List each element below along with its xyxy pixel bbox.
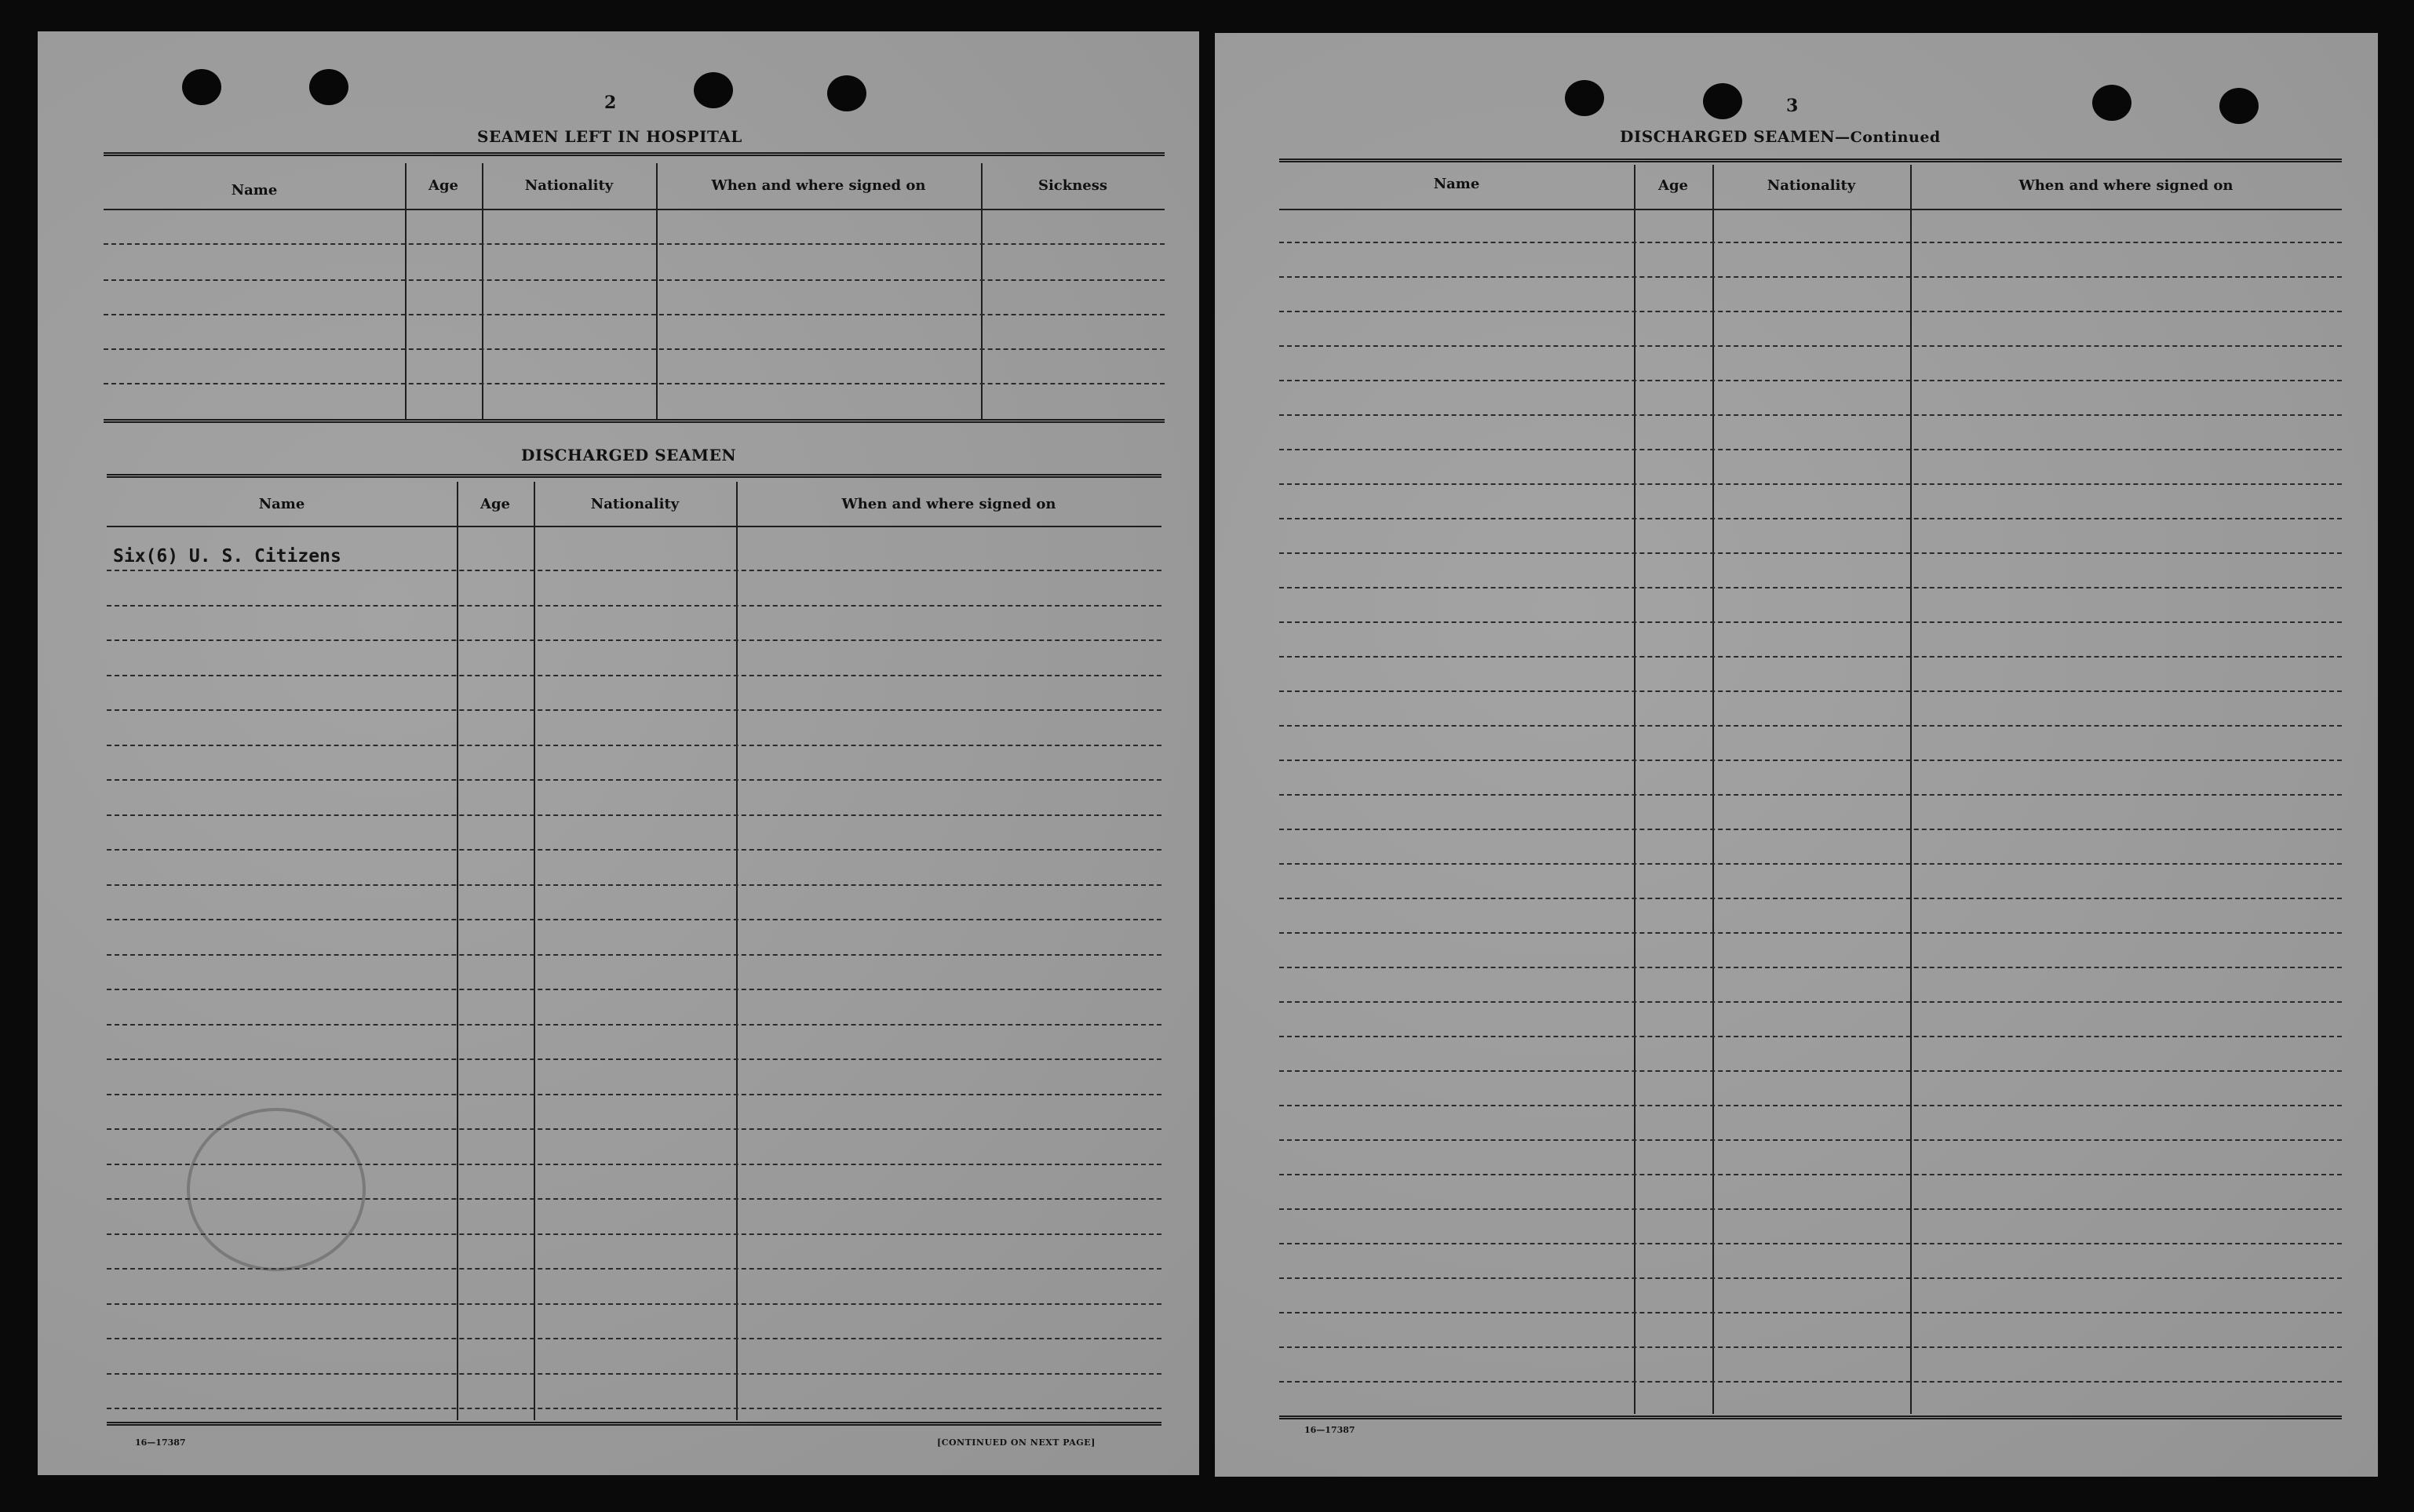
entry-line [104,314,1165,315]
entry-line [104,383,1165,384]
entry-line [107,639,1161,641]
entry-line [107,1094,1161,1095]
entry-line [1279,725,2342,727]
column-divider [1712,165,1714,1414]
entry-line [1279,242,2342,243]
entry-line [1279,656,2342,658]
entry-line [107,814,1161,816]
entry-line [104,243,1165,245]
header-bottom-rule [104,209,1165,210]
entry-line [1279,794,2342,796]
punch-hole [182,69,221,105]
entry-line [1279,1036,2342,1037]
entry-line [107,919,1161,920]
form-number: 16—17387 [135,1437,186,1448]
column-header-name: Name [258,496,305,512]
entry-line [107,675,1161,676]
entry-line [1279,380,2342,381]
punch-hole [1565,80,1604,116]
table-bottom-rule [1279,1415,2342,1419]
entry-line [107,1408,1161,1409]
discharged-title-text: DISCHARGED SEAMEN [1620,127,1836,146]
entry-line [107,1338,1161,1339]
column-header-signed-on: When and where signed on [2018,177,2233,194]
entry-line [107,884,1161,886]
entry-line [1279,1070,2342,1072]
discharged-continued-title [1620,127,1941,146]
entry-line [1279,829,2342,830]
form-number: 16—17387 [1304,1425,1355,1435]
column-divider [405,163,407,419]
entry-line [107,779,1161,781]
entry-line [107,709,1161,711]
continued-suffix: —Continued [1835,129,1941,146]
entry-line [1279,552,2342,554]
entry-line [107,570,1161,571]
entry-line [1279,414,2342,416]
entry-line [1279,1001,2342,1003]
header-bottom-rule [107,526,1161,527]
column-header-age: Age [1657,177,1688,194]
entry-line [1279,1174,2342,1175]
column-divider [534,482,535,1420]
column-header-signed-on: When and where signed on [711,177,926,194]
entry-line [107,1024,1161,1026]
entry-line [1279,1381,2342,1383]
header-bottom-rule [1279,209,2342,210]
entry-line [1279,587,2342,588]
entry-line [1279,690,2342,692]
entry-line [104,279,1165,281]
entry-line [107,1303,1161,1305]
table-top-rule [1279,158,2342,162]
punch-hole [1703,83,1742,119]
entry-line [1279,276,2342,278]
punch-hole [2092,85,2131,121]
table-bottom-rule [104,419,1165,423]
entry-line [107,1058,1161,1060]
discharged-entry: Six(6) U. S. Citizens [113,546,341,567]
entry-line [1279,932,2342,934]
entry-line [1279,967,2342,968]
column-header-name: Name [231,182,278,199]
entry-line [104,348,1165,350]
column-divider [1910,165,1912,1414]
entry-line [1279,1346,2342,1348]
punch-hole [694,72,733,108]
column-divider [1634,165,1635,1414]
punch-hole [827,75,866,111]
column-header-sickness: Sickness [1037,177,1108,194]
entry-line [1279,621,2342,623]
punch-hole [2219,88,2259,124]
entry-line [1279,1208,2342,1210]
entry-line [1279,1105,2342,1106]
entry-line [1279,1243,2342,1244]
table-top-rule [107,474,1161,478]
column-header-name: Name [1433,176,1480,192]
punch-hole [309,69,348,105]
entry-line [107,954,1161,956]
entry-line [1279,311,2342,312]
hospital-section-title: SEAMEN LEFT IN HOSPITAL [477,127,742,146]
entry-line [1279,1139,2342,1141]
entry-line [107,989,1161,990]
entry-line [1279,345,2342,347]
entry-line [107,605,1161,607]
column-header-nationality: Nationality [590,496,680,512]
entry-line [1279,483,2342,485]
table-top-rule [104,152,1165,156]
entry-line [107,745,1161,746]
column-header-nationality: Nationality [1767,177,1856,194]
entry-line [1279,1277,2342,1279]
entry-line [1279,449,2342,450]
entry-line [1279,1312,2342,1313]
entry-line [1279,518,2342,519]
entry-line [1279,863,2342,865]
faded-stamp [187,1108,366,1271]
column-divider [482,163,483,419]
column-header-age: Age [428,177,458,194]
column-divider [457,482,458,1420]
page-number: 3 [1786,96,1799,116]
column-header-age: Age [480,496,510,512]
column-divider [736,482,738,1420]
entry-line [107,1373,1161,1375]
page-number: 2 [604,93,617,113]
entry-line [1279,898,2342,899]
table-bottom-rule [107,1422,1161,1426]
continued-note: [CONTINUED ON NEXT PAGE] [937,1437,1096,1448]
right-page [1215,33,2378,1477]
column-divider [656,163,658,419]
left-page [38,31,1199,1475]
column-header-nationality: Nationality [524,177,614,194]
entry-line [1279,760,2342,761]
discharged-section-title: DISCHARGED SEAMEN [521,446,737,465]
column-divider [981,163,983,419]
entry-line [107,849,1161,851]
column-header-signed-on: When and where signed on [841,496,1056,512]
